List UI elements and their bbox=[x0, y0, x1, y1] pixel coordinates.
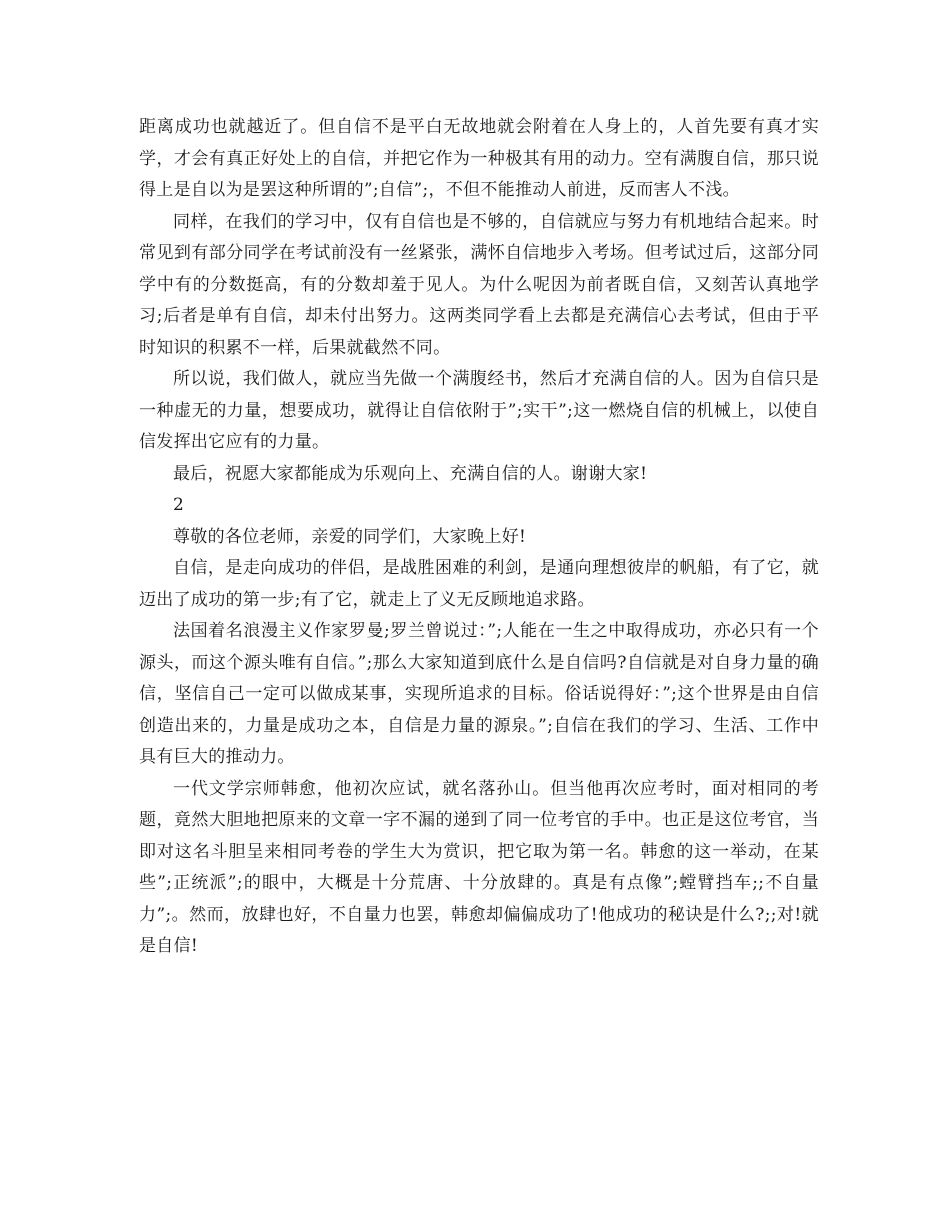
document-body bbox=[139, 112, 819, 963]
paragraph-2: 同样，在我们的学习中，仅有自信也是不够的，自信就应与努力有机地结合起来。时常见到有部分同学在考试前没有一丝紧张，满怀自信地步入考场。但考试过后，这部分同学中有的分数挺高，有的分数却羞于见人。为什么呢因为前者既自信，又刻苦认真地学习;后者是单有自信，却未付出努力。这两类同学看上去都是充满信心去考试，但由于平时知识的积累不一样，后果就截然不同。 bbox=[139, 211, 819, 358]
paragraph-7: 自信，是走向成功的伴侣，是战胜困难的利剑，是通向理想彼岸的帆船，有了它，就迈出了成功的第一步;有了它，就走上了义无反顾地追求路。 bbox=[139, 558, 819, 610]
section-number: 2 bbox=[173, 495, 185, 515]
paragraph-9: 一代文学宗师韩愈，他初次应试，就名落孙山。但当他再次应考时，面对相同的考题，竟然大胆地把原来的文章一字不漏的递到了同一位考官的手中。也正是这位考官，当即对这名斗胆呈来相同考卷的学生大为赏识，把它取为第一名。韩愈的这一举动，在某些”;正统派”;的眼中，大概是十分荒唐、十分放肆的。真是有点像”;螳臂挡车;;不自量力”;。然而，放肆也好，不自量力也罢，韩愈却偏偏成功了!他成功的秘诀是什么?;;对!就是自信! bbox=[139, 778, 819, 956]
paragraph-8: 法国着名浪漫主义作家罗曼;罗兰曾说过：”;人能在一生之中取得成功，亦必只有一个源头，而这个源头唯有自信。”;那么大家知道到底什么是自信吗?自信就是对自身力量的确信，坚信自己一定可以做成某事，实现所追求的目标。俗话说得好：”;这个世界是由自信创造出来的，力量是成功之本，自信是力量的源泉。”;自信在我们的学习、生活、工作中具有巨大的推动力。 bbox=[139, 621, 819, 767]
paragraph-1: 距离成功也就越近了。但自信不是平白无故地就会附着在人身上的，人首先要有真才实学，才会有真正好处上的自信，并把它作为一种极其有用的动力。空有满腹自信，那只说得上是自以为是罢这种所谓的”;自信”;，不但不能推动人前进，反而害人不浅。 bbox=[139, 117, 819, 200]
paragraph-4: 最后，祝愿大家都能成为乐观向上、充满自信的人。谢谢大家! bbox=[173, 463, 648, 484]
greeting-paragraph: 尊敬的各位老师，亲爱的同学们，大家晚上好! bbox=[173, 526, 527, 547]
paragraph-3: 所以说，我们做人，就应当先做一个满腹经书，然后才充满自信的人。因为自信只是一种虚无的力量，想要成功，就得让自信依附于”;实干”;这一燃烧自信的机械上，以使自信发挥出它应有的力量。 bbox=[139, 369, 819, 452]
